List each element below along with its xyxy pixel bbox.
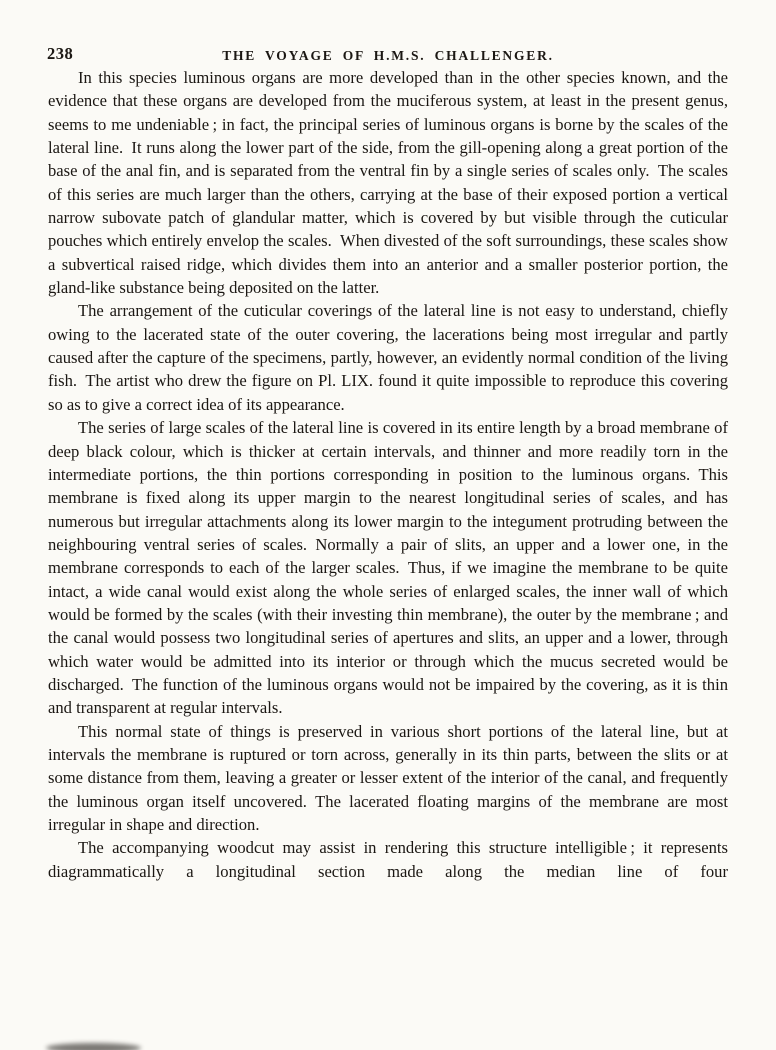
scan-smudge-artifact [46,1043,141,1050]
page-number: 238 [47,44,74,63]
paragraph-2: The arrangement of the cuticular coverings of the lateral line is not easy to understand, chiefly owing to the lacerated state of the outer covering, the lacerations being most irregular and partly caused after the capture of the specimens, partly, however, an evidently normal condition of the living fish. The artist who drew the figure on Pl. LIX. found it quite impossible to reproduce this covering so as to give a correct idea of its appearance. [48,301,728,414]
paragraph-5: The accompanying woodcut may assist in rendering this structure intelligible ; it represents diagrammatically a longitudinal section made along the median line of four [48,838,728,881]
page-body [0,66,776,883]
page-header [0,0,776,66]
paragraph-3: The series of large scales of the lateral line is covered in its entire length by a broad membrane of deep black colour, which is thicker at certain intervals, and thinner and more readily torn in the intermediate portions, the thin portions corresponding in position to the luminous organs. This membrane is fixed along its upper margin to the nearest longitudinal series of scales, and has numerous but irregular attachments along its lower margin to the integument protruding between the neighbouring ventral series of scales. Normally a pair of slits, an upper and a lower one, in the membrane corresponds to each of the larger scales. Thus, if we imagine the membrane to be quite intact, a wide canal would exist along the whole series of enlarged scales, the inner wall of which would be formed by the scales (with their investing thin membrane), the outer by the membrane ; and the canal would possess two longitudinal series of apertures and slits, an upper and a lower, through which water would be admitted into its interior or through which the mucus secreted would be discharged. The function of the luminous organs would not be impaired by the covering, as it is thin and transparent at regular intervals. [48,418,728,718]
paragraph-4: This normal state of things is preserved in various short portions of the lateral line, but at intervals the membrane is ruptured or torn across, generally in its thin parts, between the slits or at some distance from them, leaving a greater or lesser extent of the interior of the canal, and frequently the luminous organ itself uncovered. The lacerated floating margins of the membrane are most irregular in shape and direction. [48,721,728,834]
running-title: THE VOYAGE OF H.M.S. CHALLENGER. [222,48,554,63]
paragraph-1: In this species luminous organs are more developed than in the other species known, and the evidence that these organs are developed from the muciferous system, at least in the present genus, seems to me undeniable ; in fact, the principal series of luminous organs is borne by the scales of the lateral line. It runs along the lower part of the side, from the gill-opening along a great portion of the base of the anal fin, and is separated from the ventral fin by a single series of scales only. The scales of this series are much larger than the others, carrying at the base of their exposed portion a vertical narrow subovate patch of glandular matter, which is covered by but visible through the cuticular pouches which entirely envelop the scales. When divested of the soft surroundings, these scales show a subvertical raised ridge, which divides them into an anterior and a smaller posterior portion, the gland-like substance being deposited on the latter. [48,68,728,298]
